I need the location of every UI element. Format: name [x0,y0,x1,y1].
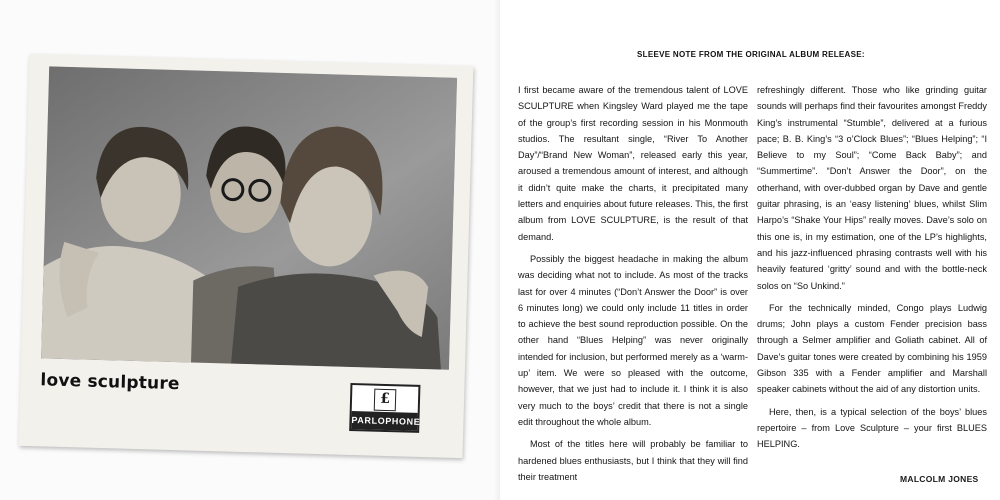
sleeve-note-column-2 [757,82,987,453]
parlophone-logo [349,383,420,433]
paragraph: For the technically minded, Congo plays Ludwig drums; John plays a custom Fender precision bass through a Selmer amplifier and Goliath cabinet. All of Dave’s guitar tones were created by combining his 1959 Gibson 335 with a Fender amplifier and Marshall speaker cabinets without the aid of any distortion units. [757,302,987,395]
paragraph: I first became aware of the tremendous talent of LOVE SCULPTURE when Kingsley Ward played me the tape of the group’s first recording session in his Monmouth studios. The resultant single, “River To Another Day”/“Brand New Woman”, released early this year, aroused a tremendous amount of interest, and although it didn’t quite make the charts, it precipitated many letters and enquiries about future releases. This, the first album from LOVE SCULPTURE, is the result of that demand. [518,85,748,242]
pound-sign-icon: £ [374,389,397,412]
paragraph: refreshingly different. Those who like grinding guitar sounds will perhaps find their favourites amongst Freddy King’s instrumental “Stumble”, delivered at a furious pace; B. B. King’s “3 o’Clock Blues”; “Blues Helping”; “I Believe to my Soul”; “Come Back Baby”; and “Summertime”. “Don’t Answer the Door”, on the otherhand, with over-dubbed organ by Dave and gentle guitar phrasing, is an ‘easy listening’ blues, whilst Slim Harpo’s “Shake Your Hips” really moves. Dave’s solo on this one is, in my estimation, one of the LP’s highlights, and his jazz-influenced phrasing contrasts well with his heavily featured ‘gritty’ sound and with the bottle-neck solos on “So Unkind.” [757,85,987,291]
band-name-caption: love sculpture [40,370,180,395]
author-signature: MALCOLM JONES [900,474,979,484]
paragraph: Here, then, is a typical selection of the boys’ blues repertoire – from Love Sculpture – your first BLUES HELPING. [757,406,987,450]
band-photo [41,66,457,369]
sleeve-note-column-1 [518,82,748,485]
promo-photo-card [19,54,474,458]
paragraph: Most of the titles here will probably be familiar to hardened blues enthusiasts, but I think that they will find their treatment [518,439,748,482]
sleeve-note-heading: SLEEVE NOTE FROM THE ORIGINAL ALBUM RELEASE: [637,50,865,59]
label-name: PARLOPHONE [351,411,417,431]
paragraph: Possibly the biggest headache in making the album was deciding what not to include. As most of the tracks last for over 4 minutes (“Don’t Answer the Door” is over 6 minutes long) we could only include 11 titles in order to achieve the best sound reproduction possible. On the other hand “Blues Helping” was never originally intended for inclusion, but performed merely as a ‘warm-up’ item. We were so pleased with the outcome, however, that we just had to include it. I think it is also very much to the boys’ credit that there is not a single edit throughout the whole album. [518,253,748,427]
